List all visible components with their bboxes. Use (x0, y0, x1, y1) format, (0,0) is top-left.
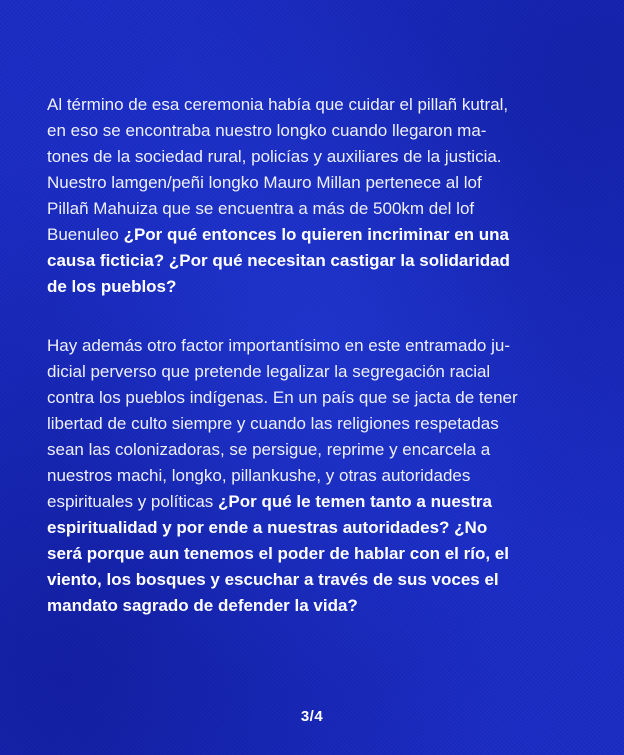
paragraph-line: causa ficticia? ¿Por qué necesitan castigar la solidaridad (47, 251, 510, 270)
paragraph-line: nuestros machi, longko, pillankushe, y otras autoridades (47, 466, 471, 485)
paragraph-line: libertad de culto siempre y cuando las religiones respetadas (47, 414, 499, 433)
paragraph-line: espiritualidad y por ende a nuestras autoridades? ¿No (47, 518, 488, 537)
paragraph-1 (47, 92, 587, 300)
paragraph-line: espirituales y políticas ¿Por qué le temen tanto a nuestra (47, 492, 492, 511)
paragraph-2 (47, 333, 587, 619)
paragraph-line: será porque aun tenemos el poder de hablar con el río, el (47, 544, 509, 563)
paragraph-line: mandato sagrado de defender la vida? (47, 596, 358, 615)
paragraph-line: de los pueblos? (47, 277, 177, 296)
paragraph-line: Buenuleo ¿Por qué entonces lo quieren incriminar en una (47, 225, 509, 244)
paragraph-line: contra los pueblos indígenas. En un país que se jacta de tener (47, 388, 518, 407)
paragraph-line: Hay además otro factor importantísimo en este entramado ju- (47, 336, 510, 355)
paragraph-line: tones de la sociedad rural, policías y auxiliares de la justicia. (47, 147, 502, 166)
page-number: 3/4 (300, 708, 324, 725)
paragraph-line: sean las colonizadoras, se persigue, reprime y encarcela a (47, 440, 491, 459)
paragraph-line: dicial perverso que pretende legalizar la segregación racial (47, 362, 491, 381)
paragraph-line: viento, los bosques y escuchar a través de sus voces el (47, 570, 499, 589)
paragraph-line: Pillañ Mahuiza que se encuentra a más de 500km del lof (47, 199, 475, 218)
paragraph-line: Nuestro lamgen/peñi longko Mauro Millan pertenece al lof (47, 173, 482, 192)
paragraph-line: en eso se encontraba nuestro longko cuando llegaron ma- (47, 121, 487, 140)
paragraph-line: Al término de esa ceremonia había que cuidar el pillañ kutral, (47, 95, 509, 114)
